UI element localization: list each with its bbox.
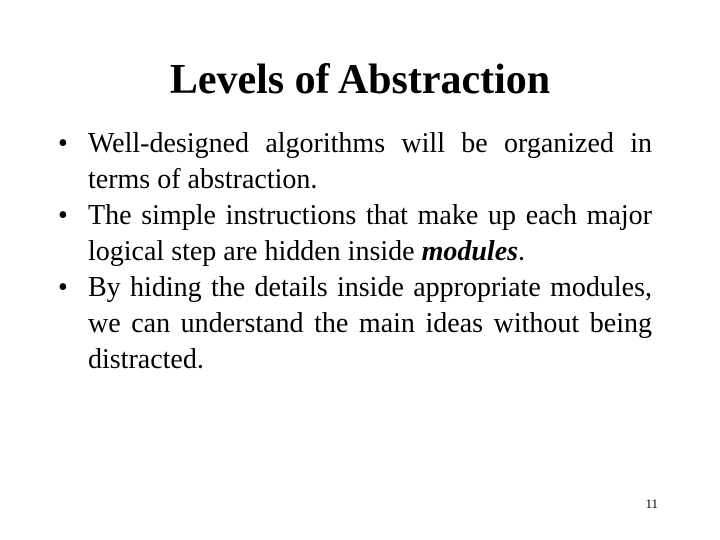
bullet-item-2	[54, 198, 652, 270]
bullet-text-after: .	[518, 236, 526, 267]
bullet-text: Well-designed algorithms will be organized in terms of abstraction.	[88, 128, 652, 195]
bullet-marker: •	[58, 272, 68, 303]
bullet-emphasis-modules: modules	[421, 236, 519, 267]
bullet-marker: •	[58, 200, 68, 231]
bullet-list	[54, 126, 652, 378]
bullet-item-1	[54, 126, 652, 198]
slide-title: Levels of Abstraction	[169, 57, 551, 103]
page-number: 11	[645, 496, 658, 511]
bullet-item-3	[54, 270, 652, 378]
bullet-text: By hiding the details inside appropriate modules, we can understand the main ideas without being distracted.	[88, 272, 652, 375]
bullet-marker: •	[58, 128, 68, 159]
bullet-text-before: The simple instructions that make up each major logical step are hidden inside	[88, 200, 652, 267]
